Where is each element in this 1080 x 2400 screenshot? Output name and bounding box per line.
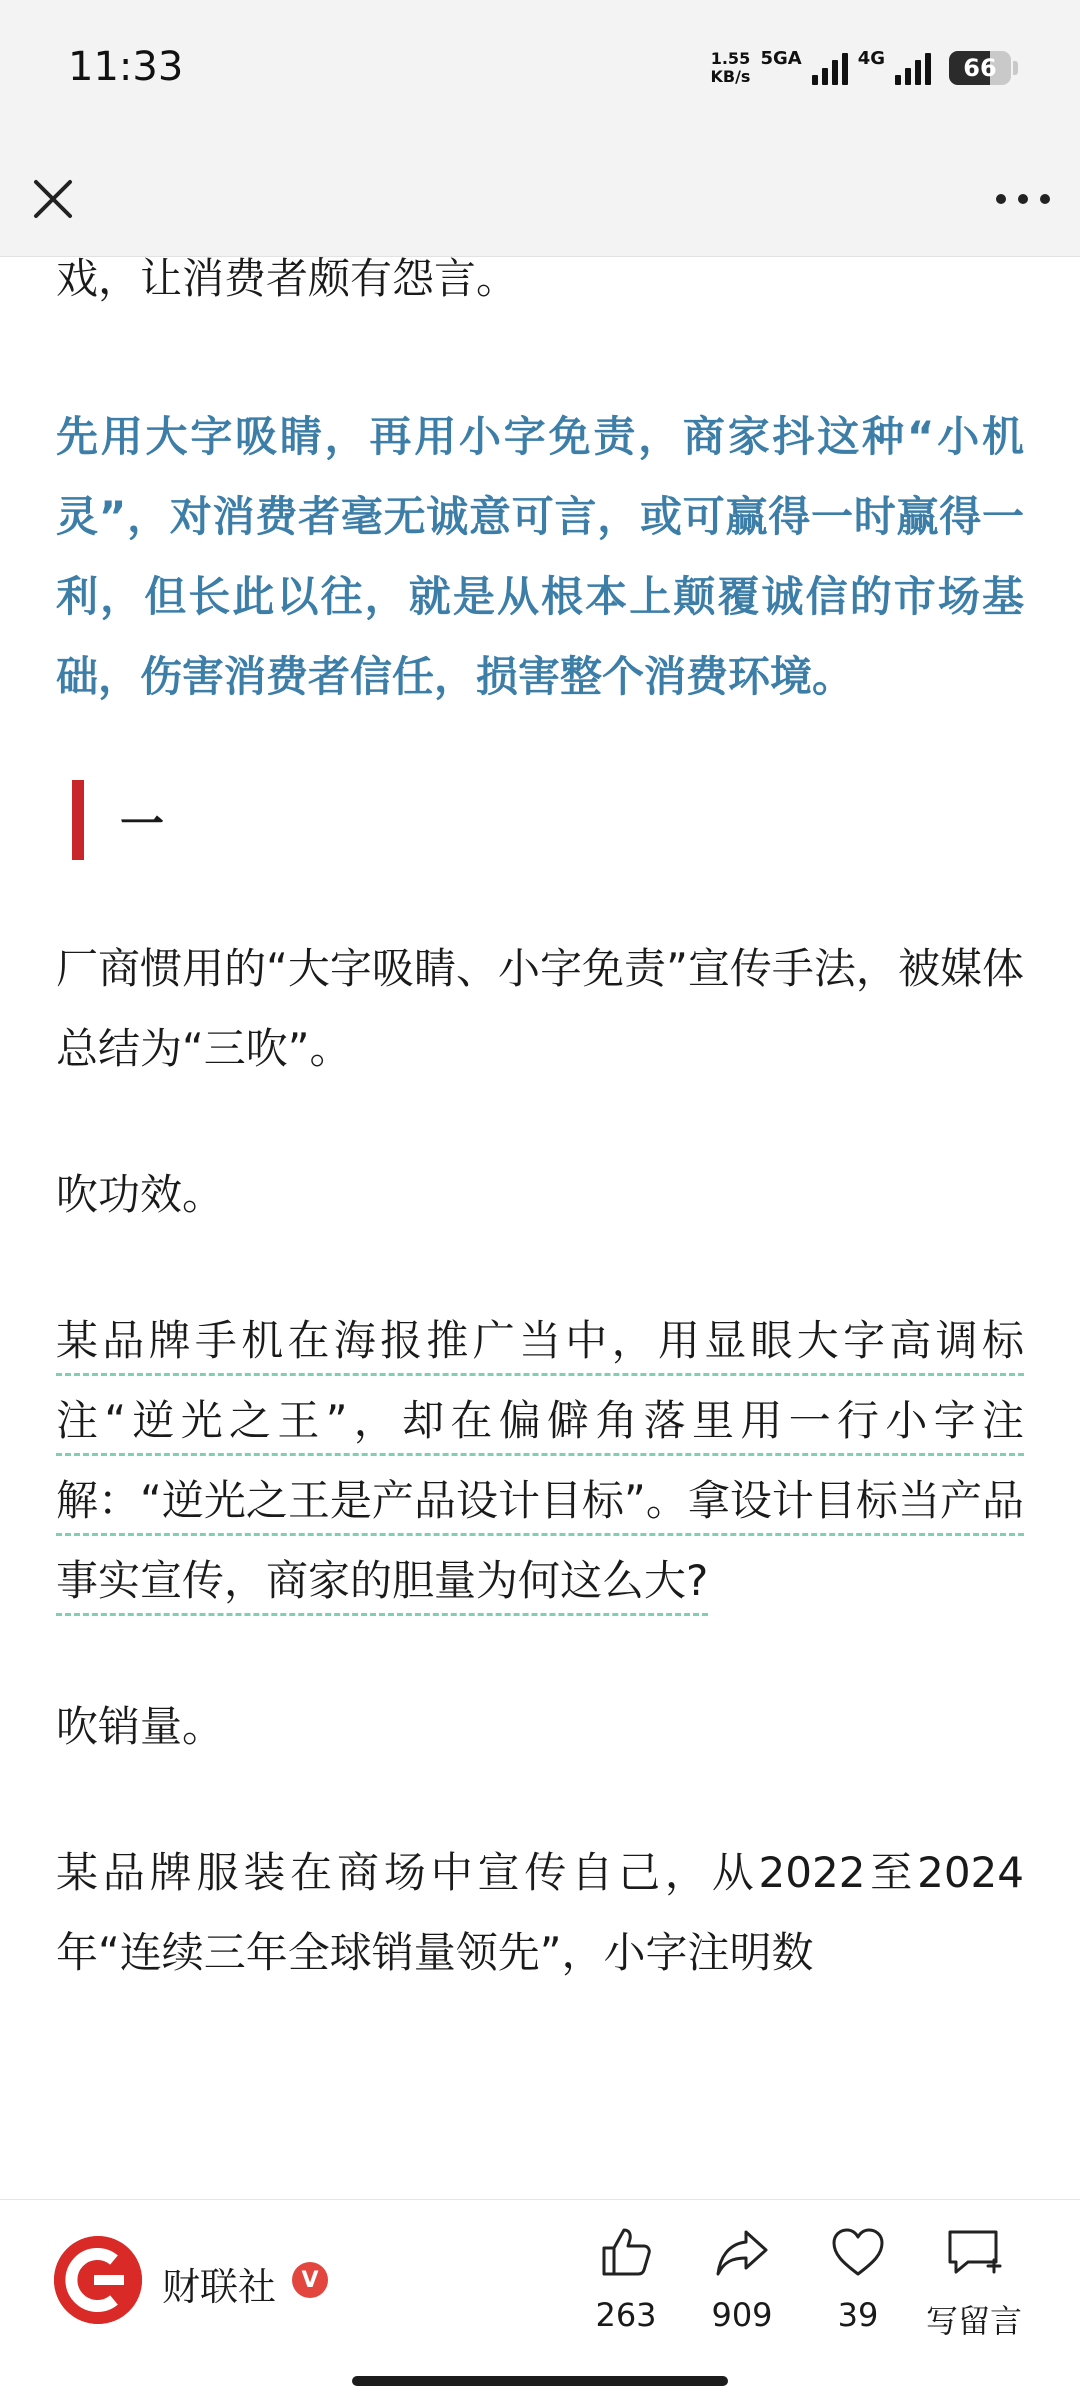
signal-bars-icon — [812, 51, 848, 85]
home-indicator-area — [0, 2360, 1080, 2400]
publisher-logo[interactable] — [54, 2236, 142, 2324]
share-icon — [712, 2222, 772, 2282]
top-nav-bar — [0, 140, 1080, 257]
close-button[interactable] — [22, 168, 84, 230]
home-indicator[interactable] — [352, 2376, 728, 2386]
article-paragraph-example-2: 某品牌服装在商场中宣传自己，从2022至2024年“连续三年全球销量领先”，小字注明数 — [56, 1848, 1024, 1977]
verified-badge: V — [292, 2262, 328, 2298]
battery-level: 66 — [963, 54, 997, 82]
close-icon — [22, 168, 84, 230]
status-time: 11:33 — [68, 44, 184, 90]
network-speed-value: 1.55 — [710, 49, 751, 68]
signal-label-5ga: 5GA — [760, 47, 802, 69]
article-body — [56, 257, 1024, 2197]
more-dots-icon — [988, 168, 1058, 230]
article-paragraph-point-1: 吹功效。 — [56, 1170, 225, 1219]
thumbs-up-icon — [596, 2222, 656, 2282]
status-icons — [710, 46, 1018, 90]
section-heading — [56, 775, 1024, 865]
annotated-text[interactable]: 某品牌手机在海报推广当中，用显眼大字高调标注“逆光之王”，却在偏僻角落里用一行小字注解：“逆光之王是产品设计目标”。拿设计目标当产品事实宣传，商家的胆量为何这么大? — [56, 1316, 1024, 1605]
favorite-count: 39 — [837, 2296, 879, 2334]
highlighted-paragraph: 先用大字吸睛，再用小字免责，商家抖这种“小机灵”，对消费者毫无诚意可言，或可赢得一时赢得一利，但长此以往，就是从根本上颠覆诚信的市场基础，伤害消费者信任，损害整个消费环境。 — [56, 412, 1024, 701]
article-paragraph-intro: 厂商惯用的“大字吸睛、小字免责”宣传手法，被媒体总结为“三吹”。 — [56, 944, 1024, 1073]
article-paragraph: 戏，让消费者颇有怨言。 — [56, 257, 519, 303]
section-marker — [72, 780, 84, 860]
like-count: 263 — [595, 2296, 657, 2334]
article-paragraph-point-2: 吹销量。 — [56, 1702, 225, 1751]
signal-bars-icon-2 — [895, 51, 931, 85]
battery-icon — [949, 51, 1011, 85]
article-paragraph-example-1[interactable] — [56, 1301, 1024, 1621]
status-bar — [0, 0, 1080, 140]
write-comment-label: 写留言 — [925, 2302, 1022, 2340]
share-count: 909 — [711, 2296, 773, 2334]
bottom-action-bar — [0, 2199, 1080, 2360]
share-button[interactable] — [682, 2222, 802, 2342]
network-speed — [710, 50, 750, 86]
publisher-name[interactable]: 财联社 — [162, 2265, 277, 2309]
like-button[interactable] — [566, 2222, 686, 2342]
battery-tip — [1013, 61, 1018, 75]
network-speed-unit: KB/s — [710, 67, 751, 86]
section-title: 一 — [120, 799, 164, 850]
signal-label-4g: 4G — [857, 47, 885, 69]
heart-icon — [828, 2222, 888, 2282]
publisher-logo-icon — [54, 2236, 142, 2324]
favorite-button[interactable] — [798, 2222, 918, 2342]
write-comment-button[interactable] — [914, 2222, 1034, 2342]
comment-add-icon — [944, 2222, 1004, 2282]
more-options-button[interactable] — [988, 168, 1058, 230]
